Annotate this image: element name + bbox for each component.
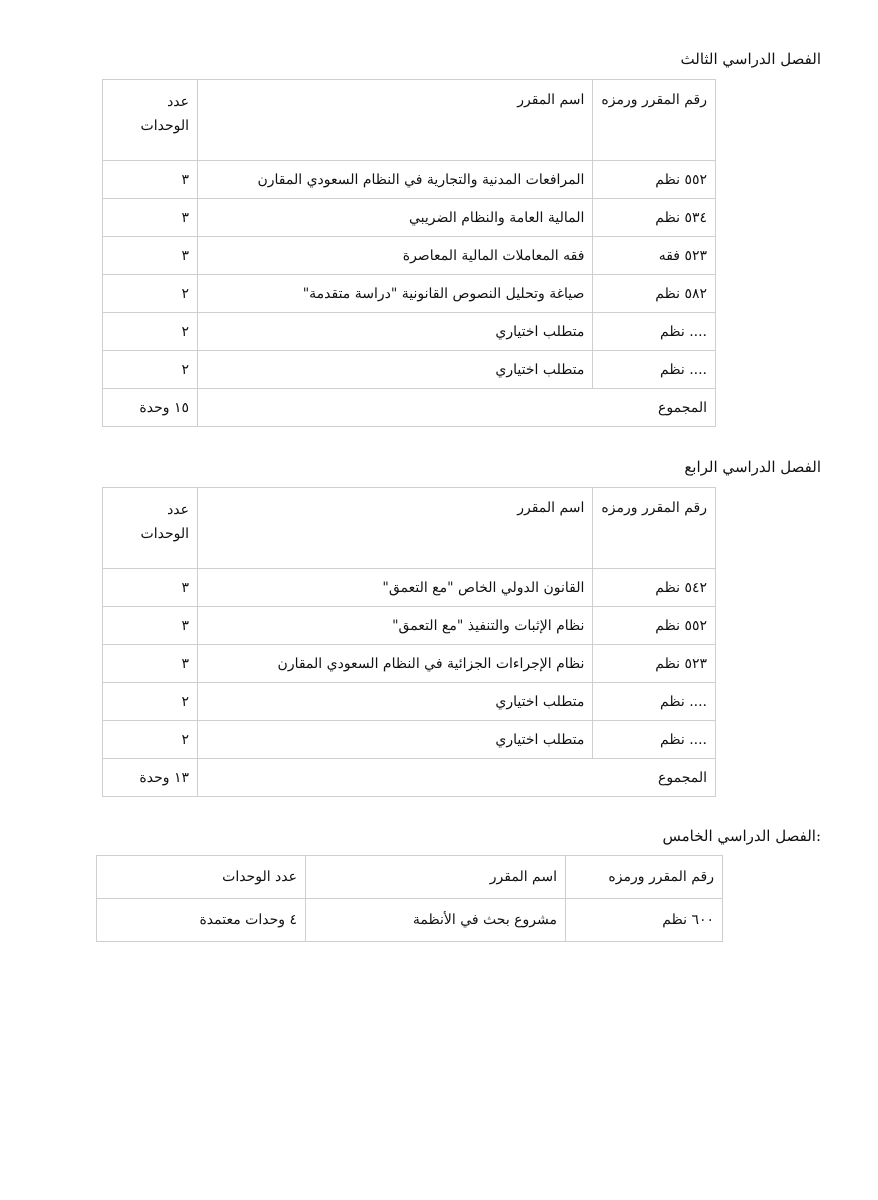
table-row	[103, 721, 716, 759]
table-row	[103, 607, 716, 645]
header-name: اسم المقرر	[198, 80, 593, 161]
course-code: ٥٢٣ فقه	[593, 237, 716, 275]
table-row	[103, 645, 716, 683]
semester4-table	[102, 487, 716, 797]
header-units-line1: عدد	[167, 94, 189, 110]
total-value: ١٥ وحدة	[103, 389, 198, 427]
table-row	[103, 683, 716, 721]
header-code: رقم المقرر ورمزه	[593, 488, 716, 569]
course-name: المالية العامة والنظام الضريبي	[198, 199, 593, 237]
header-name: اسم المقرر	[306, 856, 566, 899]
course-name: مشروع بحث في الأنظمة	[306, 899, 566, 942]
course-code: ٥٢٣ نظم	[593, 645, 716, 683]
header-units	[103, 488, 198, 569]
course-name: متطلب اختياري	[198, 313, 593, 351]
course-name: متطلب اختياري	[198, 683, 593, 721]
course-code: ٥٣٤ نظم	[593, 199, 716, 237]
header-units	[103, 80, 198, 161]
table-header-row	[103, 488, 716, 569]
course-name: صياغة وتحليل النصوص القانونية "دراسة متقدمة"	[198, 275, 593, 313]
semester5-table	[96, 855, 723, 942]
course-units: ٣	[103, 645, 198, 683]
header-code: رقم المقرر ورمزه	[566, 856, 723, 899]
course-units: ٣	[103, 161, 198, 199]
total-label: المجموع	[198, 759, 716, 797]
course-units: ٢	[103, 683, 198, 721]
total-label: المجموع	[198, 389, 716, 427]
table-row	[103, 351, 716, 389]
course-code: ٥٨٢ نظم	[593, 275, 716, 313]
header-units-line2: الوحدات	[140, 118, 189, 134]
table-row	[103, 313, 716, 351]
course-units: ٣	[103, 569, 198, 607]
course-code: ٥٤٢ نظم	[593, 569, 716, 607]
course-name: نظام الإجراءات الجزائية في النظام السعودي المقارن	[198, 645, 593, 683]
course-units: ٣	[103, 199, 198, 237]
course-units: ٢	[103, 721, 198, 759]
course-name: القانون الدولي الخاص "مع التعمق"	[198, 569, 593, 607]
total-value: ١٣ وحدة	[103, 759, 198, 797]
course-units: ٢	[103, 313, 198, 351]
course-name: متطلب اختياري	[198, 351, 593, 389]
table-row	[103, 237, 716, 275]
table-row	[103, 275, 716, 313]
course-units: ٤ وحدات معتمدة	[97, 899, 306, 942]
course-units: ٣	[103, 607, 198, 645]
total-row	[103, 389, 716, 427]
header-code: رقم المقرر ورمزه	[593, 80, 716, 161]
semester3-table	[102, 79, 716, 427]
header-units-line1: عدد	[167, 502, 189, 518]
course-units: ٢	[103, 275, 198, 313]
course-code: ٥٥٢ نظم	[593, 161, 716, 199]
table-row	[103, 199, 716, 237]
table-header-row	[97, 856, 723, 899]
course-name: فقه المعاملات المالية المعاصرة	[198, 237, 593, 275]
header-units: عدد الوحدات	[97, 856, 306, 899]
course-code: .... نظم	[593, 721, 716, 759]
course-code: .... نظم	[593, 683, 716, 721]
course-units: ٣	[103, 237, 198, 275]
course-code: .... نظم	[593, 313, 716, 351]
course-units: ٢	[103, 351, 198, 389]
course-code: ٥٥٢ نظم	[593, 607, 716, 645]
table-header-row	[103, 80, 716, 161]
course-name: نظام الإثبات والتنفيذ "مع التعمق"	[198, 607, 593, 645]
semester5-heading: :الفصل الدراسي الخامس	[662, 827, 821, 845]
course-code: .... نظم	[593, 351, 716, 389]
semester3-heading: الفصل الدراسي الثالث	[680, 50, 821, 68]
table-row	[103, 161, 716, 199]
course-name: متطلب اختياري	[198, 721, 593, 759]
total-row	[103, 759, 716, 797]
semester4-heading: الفصل الدراسي الرابع	[684, 458, 821, 476]
table-row	[103, 569, 716, 607]
table-row	[97, 899, 723, 942]
course-code: ٦٠٠ نظم	[566, 899, 723, 942]
header-name: اسم المقرر	[198, 488, 593, 569]
header-units-line2: الوحدات	[140, 526, 189, 542]
course-name: المرافعات المدنية والتجارية في النظام السعودي المقارن	[198, 161, 593, 199]
